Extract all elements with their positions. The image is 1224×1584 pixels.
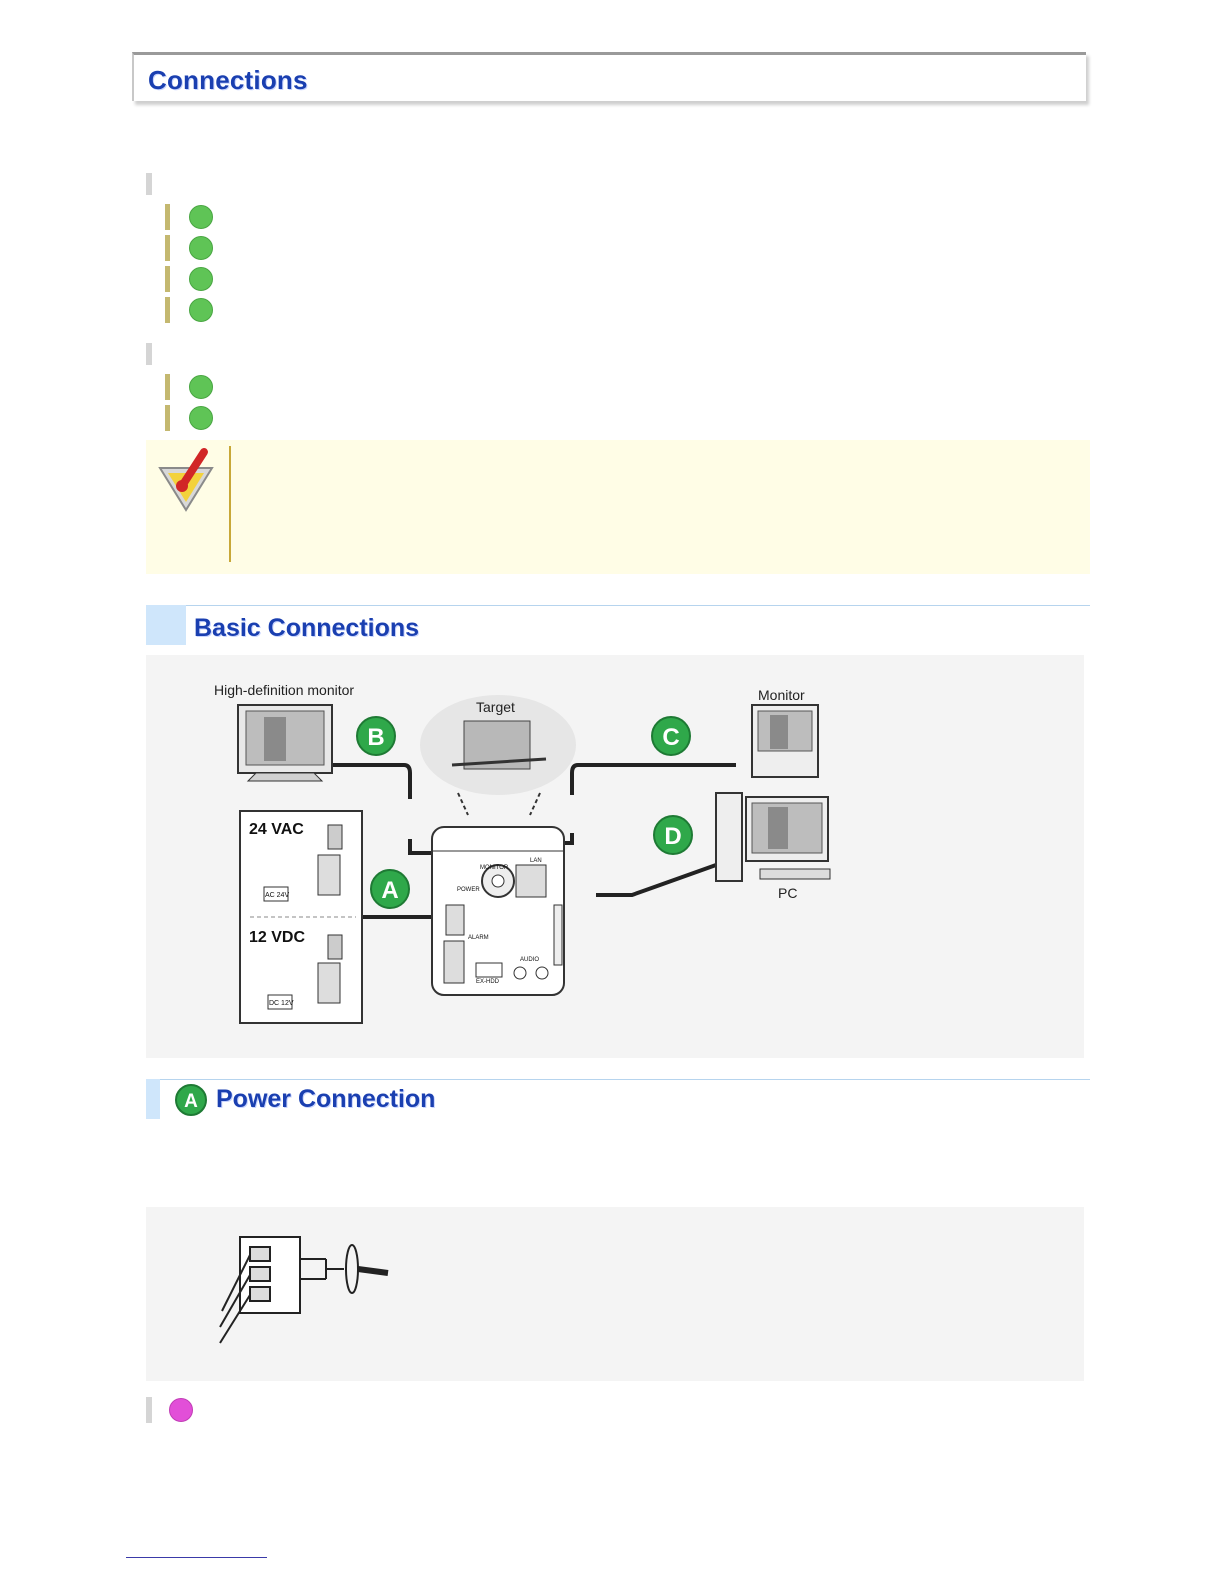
badge-c [652,717,690,755]
section-header-line [160,1079,1090,1080]
outline-sub-bar [165,235,170,261]
section-title-power: Power Connection [216,1085,436,1113]
hd-monitor-icon [238,705,332,781]
outline-section-marker [146,343,152,365]
monitor-label: Monitor [758,687,805,703]
svg-text:C: C [662,724,680,751]
svg-text:D: D [664,823,682,850]
green-bullet-icon[interactable] [189,406,213,430]
page-title: Connections [148,65,308,95]
green-bullet-icon[interactable] [189,205,213,229]
port-monitor-label: MONITOR [480,865,509,871]
pink-bullet-icon[interactable] [169,1398,193,1422]
terminal-block-diagram [146,1207,1084,1381]
outline-sub-bar [165,405,170,431]
port-power-label: POWER [457,887,480,893]
svg-text:A: A [184,1091,198,1112]
outline-section-marker [146,1397,152,1423]
page-title-bar [132,52,1086,101]
hd-monitor-label: High-definition monitor [214,682,355,698]
outline-sub-bar [165,374,170,400]
pc-label: PC [778,885,798,901]
target-label: Target [476,699,515,715]
power-supply-box [240,811,362,1023]
plug-ac-label: AC 24V [265,892,290,899]
outline-sub-bar [165,266,170,292]
section-header-square [146,1079,160,1119]
svg-text:B: B [367,724,385,751]
power-24vac-label: 24 VAC [249,821,304,838]
badge-a [371,870,409,908]
port-lan-label: LAN [530,858,542,864]
green-bullet-icon[interactable] [189,267,213,291]
outline-section-marker [146,173,152,195]
badge-a-icon [174,1083,208,1117]
port-audio-label: AUDIO [520,957,540,963]
basic-connections-panel [146,655,1084,1058]
section-header-basic [146,605,1090,645]
badge-d [654,816,692,854]
section-header-power [146,1079,1090,1119]
connection-diagram [146,655,1084,1058]
plug-dc-label: DC 12V [269,1000,294,1007]
outline-sub-bar [165,204,170,230]
note-check-icon [156,446,216,514]
pc-icon [716,793,830,881]
camera-icon [432,827,564,995]
port-alarm-label: ALARM [468,935,489,941]
monitor-icon [752,705,818,777]
green-bullet-icon[interactable] [189,236,213,260]
green-bullet-icon[interactable] [189,375,213,399]
terminal-block-panel [146,1207,1084,1381]
green-bullet-icon[interactable] [189,298,213,322]
note-box [146,440,1090,574]
badge-b [357,717,395,755]
footer-rule [126,1557,267,1558]
power-12vdc-label: 12 VDC [249,929,306,946]
section-header-line [186,605,1090,606]
section-title-basic: Basic Connections [194,614,420,642]
note-divider [229,446,231,562]
port-exhdd-label: EX-HDD [476,979,500,985]
outline-sub-bar [165,297,170,323]
section-header-square [146,605,186,645]
svg-text:A: A [381,877,399,904]
